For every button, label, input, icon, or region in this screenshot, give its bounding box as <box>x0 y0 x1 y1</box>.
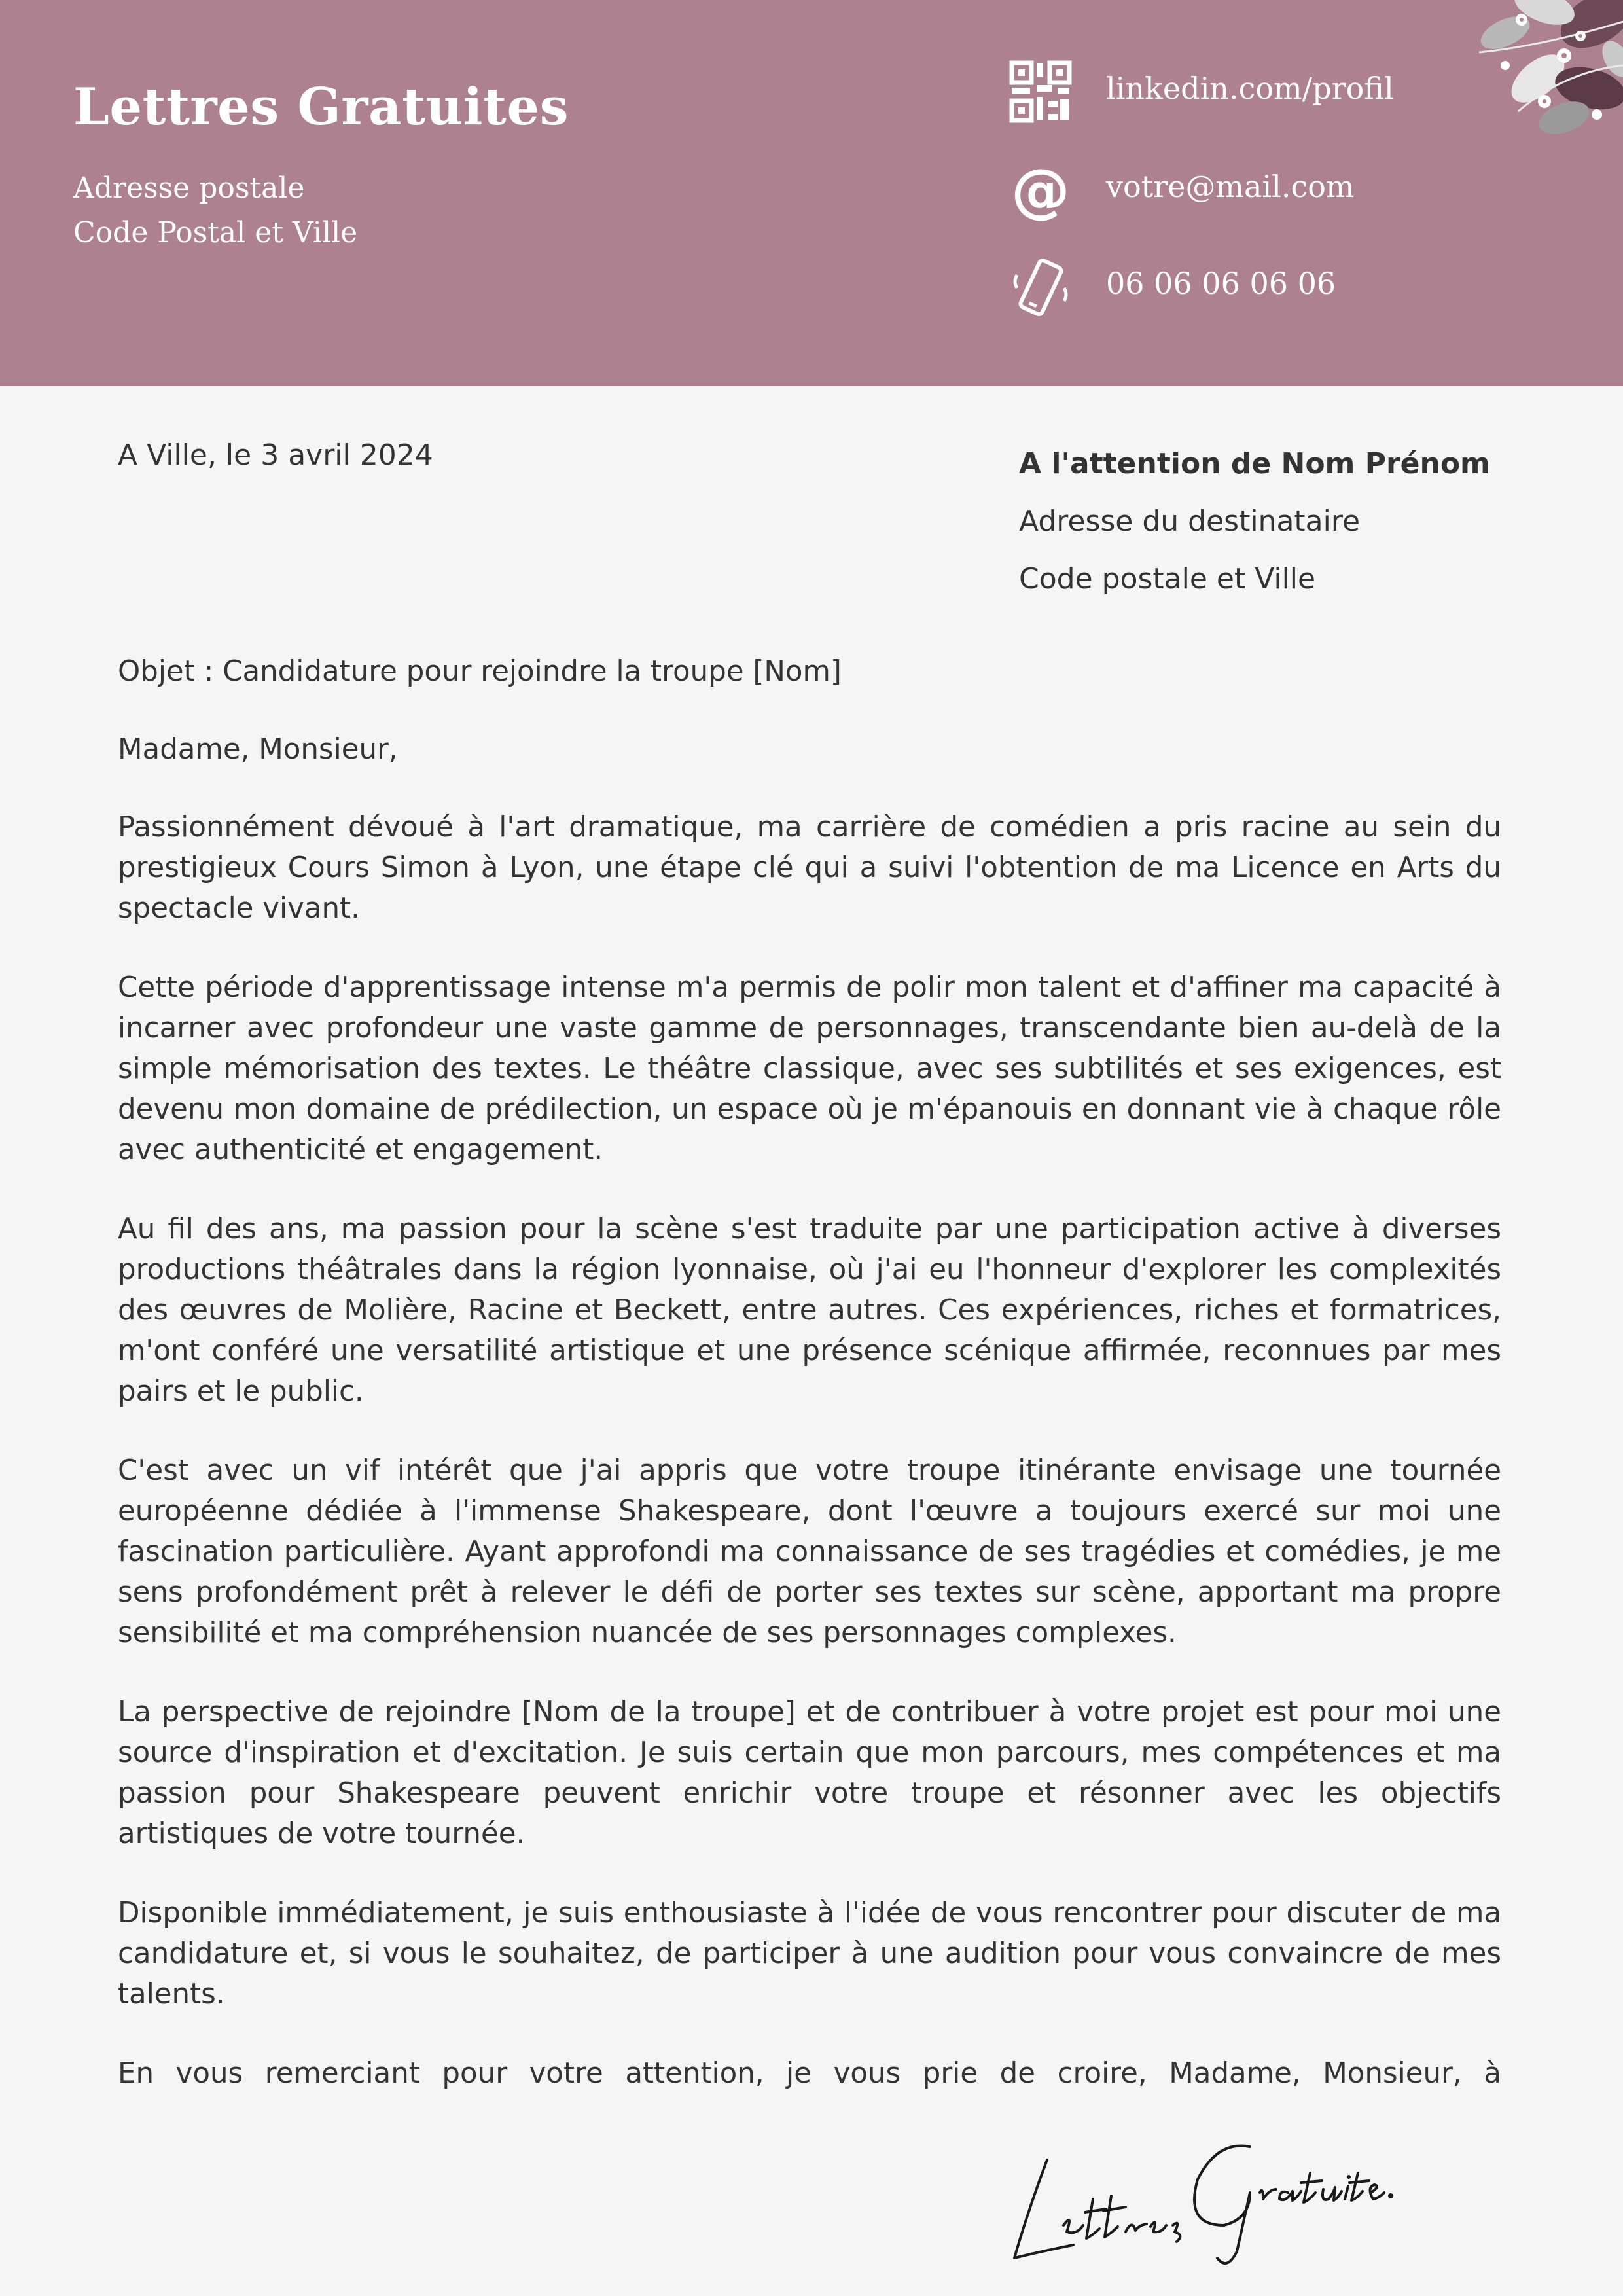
svg-text:@: @ <box>1011 158 1070 224</box>
letter-paragraph: C'est avec un vif intérêt que j'ai appris que votre troupe itinérante envisage une tournée européenne dédiée à l'immense Shakespeare, dont l'œuvre a toujours exercé sur moi une fascination particulière. Ayant approfondi ma connaissance de ses tragédies et comédies, je me sens profondément prêt à relever le défi de porter ses textes sur scène, apportant ma propre sensibilité et ma compréhension nuancée de ses personnages complexes. <box>118 1454 1501 1649</box>
letter-salutation: Madame, Monsieur, <box>118 733 398 766</box>
recipient-block <box>1019 435 1490 608</box>
letter-paragraph: Disponible immédiatement, je suis enthousiaste à l'idée de vous rencontrer pour discuter de ma candidature et, si vous le souhaitez, de participer à une audition pour vous convaincre de mes talents. <box>118 1897 1501 2011</box>
floral-decoration-icon <box>1466 0 1623 157</box>
linkedin-link[interactable]: linkedin.com/profil <box>1106 71 1394 106</box>
letter-paragraph: Passionnément dévoué à l'art dramatique, ma carrière de comédien a pris racine au sein du prestigieux Cours Simon à Lyon, une étape clé qui a suivi l'obtention de ma Licence en Arts du spectacle vivant. <box>118 811 1501 925</box>
email-link[interactable]: votre@mail.com <box>1106 169 1355 204</box>
sender-address-line: Adresse postale <box>73 171 305 205</box>
letter-paragraph: La perspective de rejoindre [Nom de la troupe] et de contribuer à votre projet est pour moi une source d'inspiration et d'excitation. Je suis certain que mon parcours, mes compétences et ma passion pour Shakespeare peuvent enrichir votre troupe et résonner avec les objectifs artistiques de votre tournée. <box>118 1696 1501 1850</box>
header-band <box>0 0 1623 386</box>
letter-paragraph: Au fil des ans, ma passion pour la scène s'est traduite par une participation active à diverses productions théâtrales dans la région lyonnaise, où j'ai eu l'honneur d'explorer les complexités des œuvres de Molière, Racine et Beckett, entre autres. Ces expériences, riches et formatrices, m'ont conféré une versatilité artistique et une présence scénique affirmée, reconnues par mes pairs et le public. <box>118 1213 1501 1408</box>
letter-paragraph: En vous remerciant pour votre attention, je vous prie de croire, Madame, Monsieur, à <box>118 2057 1501 2090</box>
qr-code-icon <box>1008 59 1073 124</box>
phone-number[interactable]: 06 06 06 06 06 <box>1106 266 1336 301</box>
letter-object: Objet : Candidature pour rejoindre la troupe [Nom] <box>118 655 842 688</box>
letter-paragraph: Cette période d'apprentissage intense m'a permis de polir mon talent et d'affiner ma capacité à incarner avec profondeur une vaste gamme de personnages, transcendante bien au-delà de la simple mémorisation des textes. Le théâtre classique, avec ses subtilités et ses exigences, est devenu mon domaine de prédilection, un espace où je m'épanouis en donnant vie à chaque rôle avec authenticité et engagement. <box>118 971 1501 1166</box>
phone-icon <box>1008 255 1073 321</box>
recipient-city: Code postale et Ville <box>1019 562 1316 596</box>
at-sign-icon <box>1008 158 1073 224</box>
handwritten-signature <box>1001 2121 1394 2278</box>
letter-body <box>118 651 1501 2173</box>
recipient-name: A l'attention de Nom Prénom <box>1019 447 1490 480</box>
sender-city-line: Code Postal et Ville <box>73 216 358 249</box>
brand-title: Lettres Gratuites <box>73 77 569 137</box>
recipient-address: Adresse du destinataire <box>1019 505 1361 538</box>
letter-date: A Ville, le 3 avril 2024 <box>118 439 433 472</box>
